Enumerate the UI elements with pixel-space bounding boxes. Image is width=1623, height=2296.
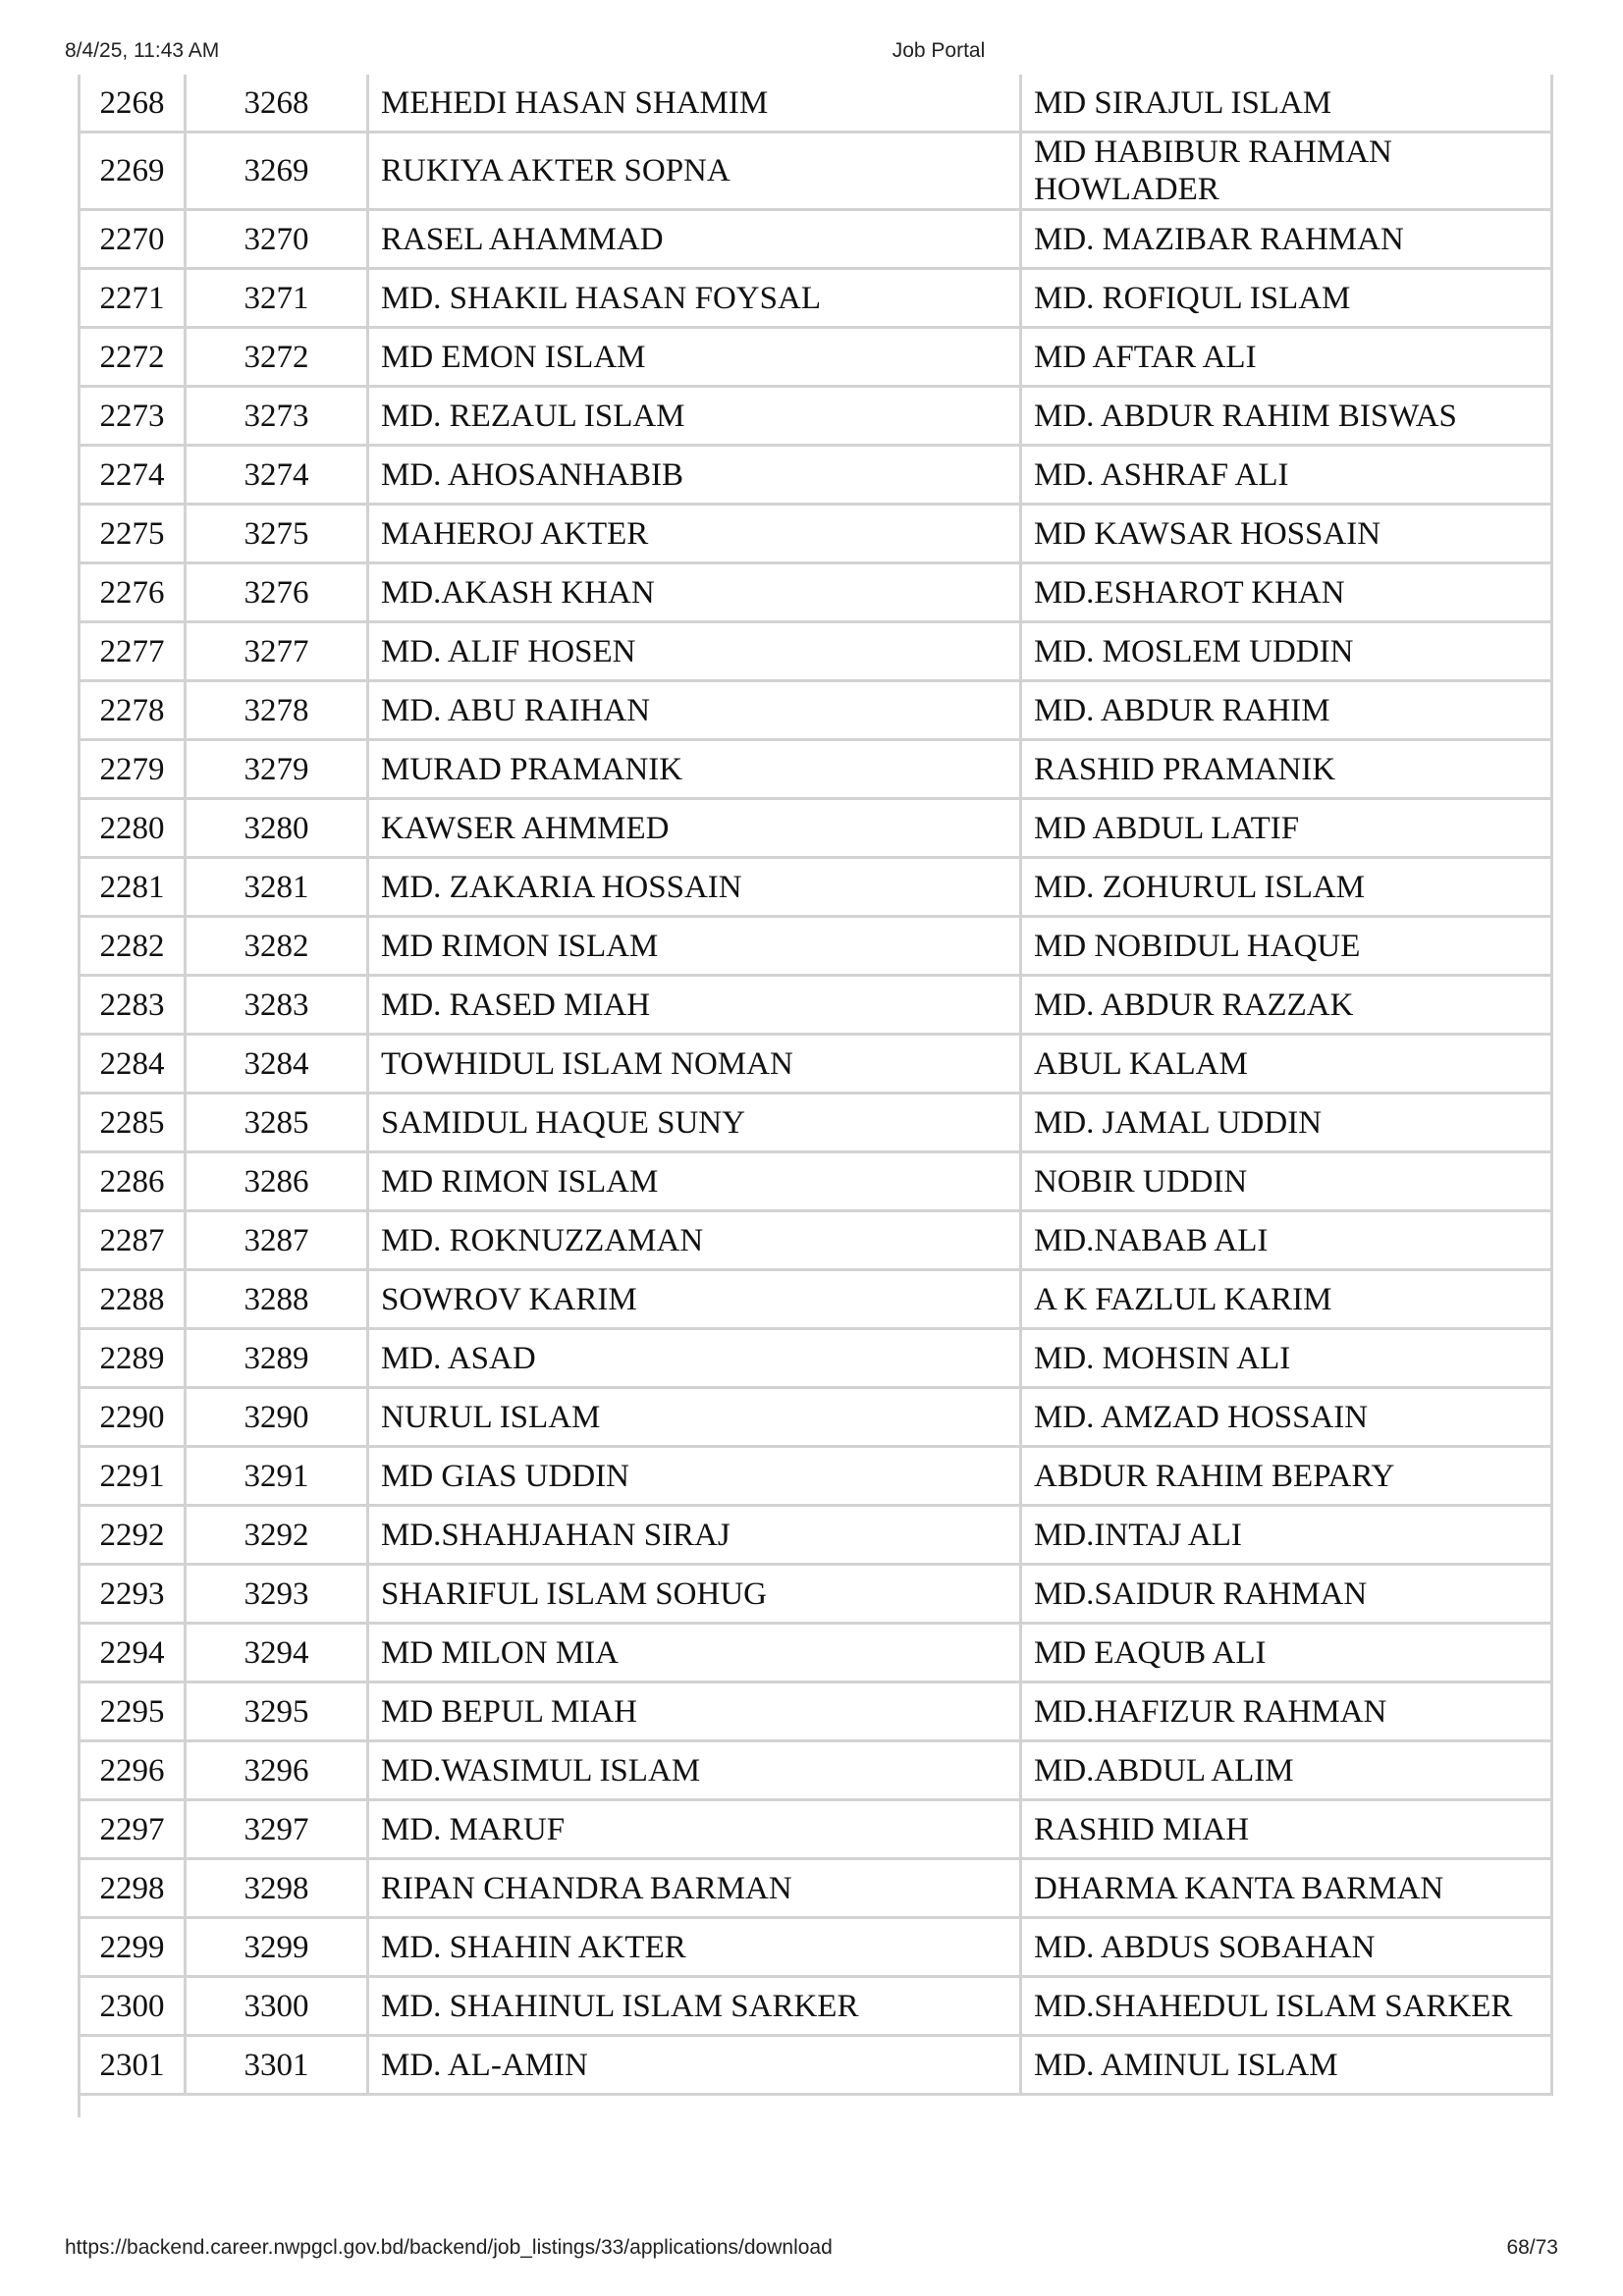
- serial-cell: 2288: [78, 1271, 184, 1330]
- serial-cell: 2300: [78, 1978, 184, 2037]
- applicant-name-cell: MAHEROJ AKTER: [366, 506, 1019, 564]
- serial-cell: 2275: [78, 506, 184, 564]
- table-row: [78, 859, 1553, 918]
- applicant-name-cell: TOWHIDUL ISLAM NOMAN: [366, 1036, 1019, 1095]
- applicant-name-cell: KAWSER AHMMED: [366, 800, 1019, 859]
- applicant-name-cell: RASEL AHAMMAD: [366, 211, 1019, 270]
- father-name-cell: MD AFTAR ALI: [1019, 329, 1553, 388]
- applicant-name-cell: MURAD PRAMANIK: [366, 741, 1019, 800]
- serial-cell: 2285: [78, 1095, 184, 1153]
- father-name-cell: ABDUR RAHIM BEPARY: [1019, 1448, 1553, 1507]
- roll-cell: 3291: [184, 1448, 366, 1507]
- serial-cell: 2296: [78, 1742, 184, 1801]
- serial-cell: 2291: [78, 1448, 184, 1507]
- table-row: [78, 682, 1553, 741]
- serial-cell: 2284: [78, 1036, 184, 1095]
- applicant-name-cell: NURUL ISLAM: [366, 1389, 1019, 1448]
- roll-cell: 3269: [184, 133, 366, 211]
- roll-cell: 3294: [184, 1625, 366, 1683]
- applicant-name-cell: MD GIAS UDDIN: [366, 1448, 1019, 1507]
- table-row: [78, 447, 1553, 506]
- roll-cell: 3301: [184, 2037, 366, 2096]
- applicant-name-cell: MD. RASED MIAH: [366, 977, 1019, 1036]
- applicants-table-body: [78, 75, 1553, 2096]
- father-name-cell: DHARMA KANTA BARMAN: [1019, 1860, 1553, 1919]
- table-row: [78, 1095, 1553, 1153]
- applicant-name-cell: RIPAN CHANDRA BARMAN: [366, 1860, 1019, 1919]
- serial-cell: 2282: [78, 918, 184, 977]
- father-name-cell: MD.HAFIZUR RAHMAN: [1019, 1683, 1553, 1742]
- table-row: [78, 1801, 1553, 1860]
- roll-cell: 3286: [184, 1153, 366, 1212]
- serial-cell: 2271: [78, 270, 184, 329]
- print-header: [0, 39, 1623, 69]
- table-row: [78, 1036, 1553, 1095]
- applicant-name-cell: MD. ALIF HOSEN: [366, 623, 1019, 682]
- table-row: [78, 1153, 1553, 1212]
- serial-cell: 2287: [78, 1212, 184, 1271]
- applicant-name-cell: SOWROV KARIM: [366, 1271, 1019, 1330]
- serial-cell: 2292: [78, 1507, 184, 1566]
- father-name-cell: NOBIR UDDIN: [1019, 1153, 1553, 1212]
- table-row: [78, 75, 1553, 133]
- serial-cell: 2283: [78, 977, 184, 1036]
- father-name-cell: MD.SAIDUR RAHMAN: [1019, 1566, 1553, 1625]
- father-name-cell: MD HABIBUR RAHMAN HOWLADER: [1019, 133, 1553, 211]
- table-row: [78, 1625, 1553, 1683]
- roll-cell: 3273: [184, 388, 366, 447]
- applicant-name-cell: MD. AHOSANHABIB: [366, 447, 1019, 506]
- applicant-name-cell: MD BEPUL MIAH: [366, 1683, 1019, 1742]
- father-name-cell: MD.INTAJ ALI: [1019, 1507, 1553, 1566]
- roll-cell: 3295: [184, 1683, 366, 1742]
- table-row: [78, 1683, 1553, 1742]
- applicant-name-cell: MD. ZAKARIA HOSSAIN: [366, 859, 1019, 918]
- roll-cell: 3270: [184, 211, 366, 270]
- serial-cell: 2294: [78, 1625, 184, 1683]
- father-name-cell: MD. MOSLEM UDDIN: [1019, 623, 1553, 682]
- roll-cell: 3271: [184, 270, 366, 329]
- applicant-name-cell: MEHEDI HASAN SHAMIM: [366, 75, 1019, 133]
- page-url: https://backend.career.nwpgcl.gov.bd/backend/job_listings/33/applications/download: [65, 2236, 833, 2259]
- applicant-name-cell: MD. SHAKIL HASAN FOYSAL: [366, 270, 1019, 329]
- applicant-name-cell: MD. AL-AMIN: [366, 2037, 1019, 2096]
- roll-cell: 3293: [184, 1566, 366, 1625]
- father-name-cell: MD. ZOHURUL ISLAM: [1019, 859, 1553, 918]
- table-row: [78, 977, 1553, 1036]
- applicant-name-cell: MD RIMON ISLAM: [366, 1153, 1019, 1212]
- serial-cell: 2299: [78, 1919, 184, 1978]
- roll-cell: 3300: [184, 1978, 366, 2037]
- roll-cell: 3278: [184, 682, 366, 741]
- roll-cell: 3268: [184, 75, 366, 133]
- serial-cell: 2268: [78, 75, 184, 133]
- father-name-cell: MD.ESHAROT KHAN: [1019, 564, 1553, 623]
- applicant-name-cell: MD. REZAUL ISLAM: [366, 388, 1019, 447]
- applicant-name-cell: MD EMON ISLAM: [366, 329, 1019, 388]
- roll-cell: 3285: [184, 1095, 366, 1153]
- table-row: [78, 329, 1553, 388]
- print-datetime: 8/4/25, 11:43 AM: [65, 39, 220, 62]
- roll-cell: 3279: [184, 741, 366, 800]
- serial-cell: 2298: [78, 1860, 184, 1919]
- table-row: [78, 1212, 1553, 1271]
- father-name-cell: A K FAZLUL KARIM: [1019, 1271, 1553, 1330]
- applicant-name-cell: SAMIDUL HAQUE SUNY: [366, 1095, 1019, 1153]
- roll-cell: 3283: [184, 977, 366, 1036]
- table-row: [78, 1566, 1553, 1625]
- table-row: [78, 623, 1553, 682]
- table-row: [78, 133, 1553, 211]
- serial-cell: 2272: [78, 329, 184, 388]
- table-row: [78, 211, 1553, 270]
- table-row: [78, 1330, 1553, 1389]
- serial-cell: 2289: [78, 1330, 184, 1389]
- table-row: [78, 1448, 1553, 1507]
- table-row: [78, 741, 1553, 800]
- father-name-cell: MD.ABDUL ALIM: [1019, 1742, 1553, 1801]
- father-name-cell: MD. MOHSIN ALI: [1019, 1330, 1553, 1389]
- serial-cell: 2297: [78, 1801, 184, 1860]
- father-name-cell: MD. ABDUR RAZZAK: [1019, 977, 1553, 1036]
- table-row: [78, 388, 1553, 447]
- table-row: [78, 1919, 1553, 1978]
- father-name-cell: MD. AMZAD HOSSAIN: [1019, 1389, 1553, 1448]
- serial-cell: 2290: [78, 1389, 184, 1448]
- table-row: [78, 1742, 1553, 1801]
- serial-cell: 2276: [78, 564, 184, 623]
- serial-cell: 2280: [78, 800, 184, 859]
- father-name-cell: RASHID MIAH: [1019, 1801, 1553, 1860]
- roll-cell: 3299: [184, 1919, 366, 1978]
- print-footer: [0, 2236, 1623, 2266]
- roll-cell: 3280: [184, 800, 366, 859]
- applicant-name-cell: MD. ASAD: [366, 1330, 1019, 1389]
- roll-cell: 3272: [184, 329, 366, 388]
- table-row: [78, 918, 1553, 977]
- serial-cell: 2274: [78, 447, 184, 506]
- father-name-cell: ABUL KALAM: [1019, 1036, 1553, 1095]
- roll-cell: 3290: [184, 1389, 366, 1448]
- father-name-cell: MD. ABDUS SOBAHAN: [1019, 1919, 1553, 1978]
- applicant-name-cell: MD.SHAHJAHAN SIRAJ: [366, 1507, 1019, 1566]
- table-row: [78, 1860, 1553, 1919]
- father-name-cell: MD. ABDUR RAHIM BISWAS: [1019, 388, 1553, 447]
- applicant-name-cell: MD. ABU RAIHAN: [366, 682, 1019, 741]
- roll-cell: 3289: [184, 1330, 366, 1389]
- father-name-cell: MD KAWSAR HOSSAIN: [1019, 506, 1553, 564]
- table-row: [78, 2037, 1553, 2096]
- table-row: [78, 506, 1553, 564]
- father-name-cell: MD NOBIDUL HAQUE: [1019, 918, 1553, 977]
- applicant-name-cell: MD MILON MIA: [366, 1625, 1019, 1683]
- father-name-cell: MD. ABDUR RAHIM: [1019, 682, 1553, 741]
- table-row: [78, 800, 1553, 859]
- serial-cell: 2281: [78, 859, 184, 918]
- father-name-cell: MD SIRAJUL ISLAM: [1019, 75, 1553, 133]
- roll-cell: 3275: [184, 506, 366, 564]
- father-name-cell: MD. JAMAL UDDIN: [1019, 1095, 1553, 1153]
- serial-cell: 2277: [78, 623, 184, 682]
- serial-cell: 2279: [78, 741, 184, 800]
- roll-cell: 3281: [184, 859, 366, 918]
- applicant-name-cell: MD. ROKNUZZAMAN: [366, 1212, 1019, 1271]
- father-name-cell: RASHID PRAMANIK: [1019, 741, 1553, 800]
- father-name-cell: MD. ASHRAF ALI: [1019, 447, 1553, 506]
- applicant-name-cell: MD. SHAHIN AKTER: [366, 1919, 1019, 1978]
- serial-cell: 2286: [78, 1153, 184, 1212]
- roll-cell: 3292: [184, 1507, 366, 1566]
- applicants-table-wrap: [78, 75, 1553, 2096]
- applicant-name-cell: MD RIMON ISLAM: [366, 918, 1019, 977]
- serial-cell: 2270: [78, 211, 184, 270]
- applicant-name-cell: MD. SHAHINUL ISLAM SARKER: [366, 1978, 1019, 2037]
- applicants-table: [78, 75, 1553, 2096]
- roll-cell: 3277: [184, 623, 366, 682]
- table-row: [78, 1389, 1553, 1448]
- serial-cell: 2293: [78, 1566, 184, 1625]
- roll-cell: 3282: [184, 918, 366, 977]
- table-row: [78, 564, 1553, 623]
- applicant-name-cell: SHARIFUL ISLAM SOHUG: [366, 1566, 1019, 1625]
- roll-cell: 3274: [184, 447, 366, 506]
- roll-cell: 3287: [184, 1212, 366, 1271]
- serial-cell: 2278: [78, 682, 184, 741]
- table-row: [78, 1507, 1553, 1566]
- father-name-cell: MD ABDUL LATIF: [1019, 800, 1553, 859]
- father-name-cell: MD. AMINUL ISLAM: [1019, 2037, 1553, 2096]
- serial-cell: 2273: [78, 388, 184, 447]
- father-name-cell: MD.SHAHEDUL ISLAM SARKER: [1019, 1978, 1553, 2037]
- serial-cell: 2301: [78, 2037, 184, 2096]
- roll-cell: 3284: [184, 1036, 366, 1095]
- applicant-name-cell: MD.WASIMUL ISLAM: [366, 1742, 1019, 1801]
- roll-cell: 3296: [184, 1742, 366, 1801]
- father-name-cell: MD EAQUB ALI: [1019, 1625, 1553, 1683]
- roll-cell: 3276: [184, 564, 366, 623]
- applicant-name-cell: RUKIYA AKTER SOPNA: [366, 133, 1019, 211]
- table-left-border-tail: [78, 2096, 81, 2117]
- applicant-name-cell: MD. MARUF: [366, 1801, 1019, 1860]
- serial-cell: 2269: [78, 133, 184, 211]
- page-title: Job Portal: [892, 39, 986, 62]
- table-row: [78, 1978, 1553, 2037]
- roll-cell: 3297: [184, 1801, 366, 1860]
- applicant-name-cell: MD.AKASH KHAN: [366, 564, 1019, 623]
- table-row: [78, 1271, 1553, 1330]
- serial-cell: 2295: [78, 1683, 184, 1742]
- roll-cell: 3288: [184, 1271, 366, 1330]
- table-row: [78, 270, 1553, 329]
- page-number: 68/73: [1506, 2236, 1558, 2259]
- father-name-cell: MD. ROFIQUL ISLAM: [1019, 270, 1553, 329]
- father-name-cell: MD.NABAB ALI: [1019, 1212, 1553, 1271]
- father-name-cell: MD. MAZIBAR RAHMAN: [1019, 211, 1553, 270]
- roll-cell: 3298: [184, 1860, 366, 1919]
